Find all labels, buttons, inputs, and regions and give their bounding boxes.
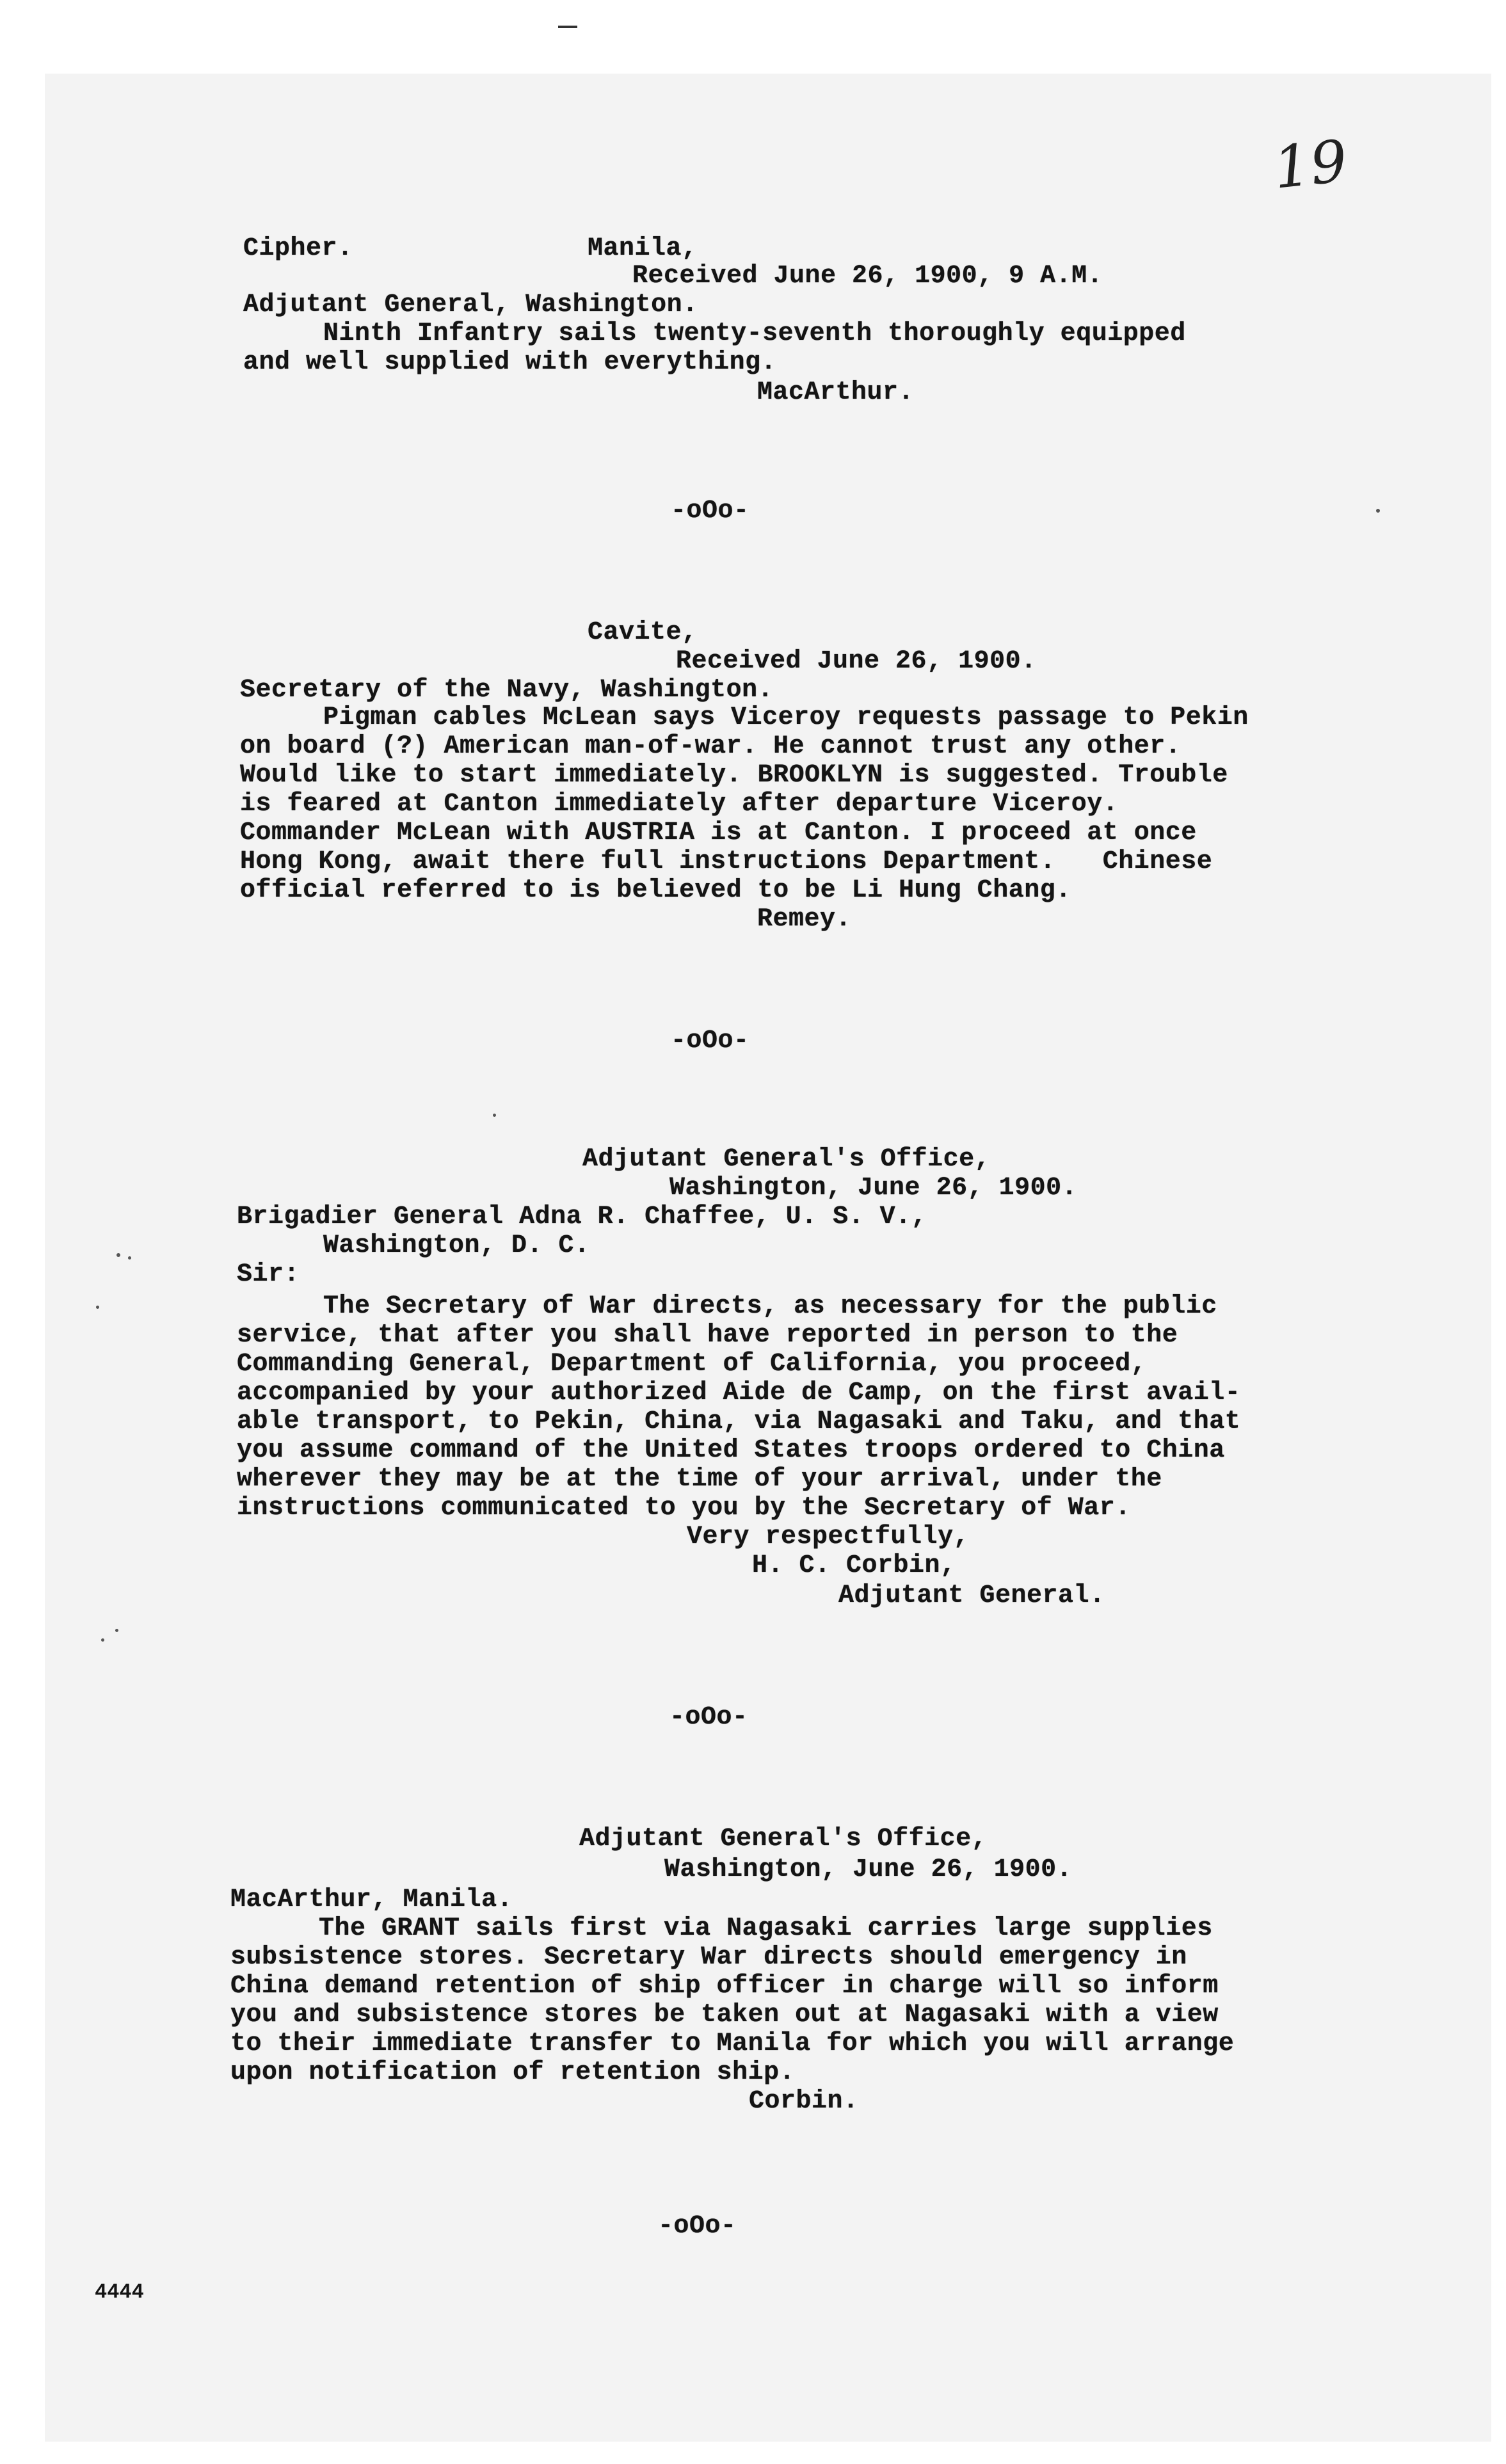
- message-2-body-line: Hong Kong, await there full instructions Department. Chinese: [240, 847, 1213, 876]
- message-2-body-line: Commander McLean with AUSTRIA is at Canton. I proceed at once: [240, 819, 1197, 847]
- message-1-received: Received June 26, 1900, 9 A.M.: [632, 262, 1103, 291]
- message-1-addressee: Adjutant General, Washington.: [243, 291, 698, 319]
- handwritten-page-number: 19: [1270, 127, 1350, 202]
- message-4-body-line: The GRANT sails first via Nagasaki carries large supplies: [319, 1914, 1213, 1943]
- message-3-body-line: Commanding General, Department of California, you proceed,: [237, 1350, 1147, 1379]
- message-2-addressee: Secretary of the Navy, Washington.: [240, 676, 774, 705]
- message-3-signature: H. C. Corbin,: [752, 1551, 956, 1580]
- message-3-body-line: service, that after you shall have reported in person to the: [237, 1321, 1178, 1350]
- message-3-body-line: The Secretary of War directs, as necessary for the public: [323, 1292, 1217, 1321]
- scan-speck: [128, 1256, 131, 1260]
- scan-speck: [493, 1114, 496, 1117]
- message-4-origin: Adjutant General's Office,: [579, 1825, 988, 1853]
- separator: -oOo-: [671, 1027, 749, 1055]
- message-4-body-line: China demand retention of ship officer in charge will so inform: [230, 1972, 1219, 2001]
- scan-speck: [101, 1638, 104, 1642]
- message-3-body-line: able transport, to Pekin, China, via Nagasaki and Taku, and that: [237, 1407, 1241, 1436]
- message-4-body-line: to their immediate transfer to Manila for which you will arrange: [230, 2029, 1235, 2058]
- message-1-body-line: and well supplied with everything.: [243, 348, 777, 377]
- message-2-received: Received June 26, 1900.: [676, 647, 1037, 676]
- top-edge-mark: [558, 20, 577, 28]
- message-3-received: Washington, June 26, 1900.: [669, 1174, 1078, 1203]
- message-2-body-line: is feared at Canton immediately after departure Viceroy.: [240, 790, 1119, 819]
- message-3-salutation: Sir:: [237, 1260, 300, 1289]
- scan-speck: [115, 1629, 118, 1632]
- message-2-body-line: official referred to is believed to be Li Hung Chang.: [240, 876, 1071, 905]
- message-3-addressee-line2: Washington, D. C.: [323, 1231, 590, 1260]
- message-3-addressee: Brigadier General Adna R. Chaffee, U. S. V.,: [237, 1203, 927, 1231]
- message-1-signature: MacArthur.: [757, 378, 915, 407]
- message-2-signature: Remey.: [757, 905, 852, 934]
- footer-code: 4444: [95, 2280, 144, 2304]
- message-2-origin: Cavite,: [588, 618, 698, 647]
- message-4-received: Washington, June 26, 1900.: [664, 1855, 1073, 1884]
- message-1-body-line: Ninth Infantry sails twenty-seventh thoroughly equipped: [323, 319, 1186, 348]
- separator: -oOo-: [671, 497, 749, 525]
- message-1-type: Cipher.: [243, 234, 353, 263]
- message-4-signature: Corbin.: [749, 2087, 859, 2116]
- scan-speck: [1376, 509, 1380, 513]
- message-2-body-line: on board (?) American man-of-war. He cannot trust any other.: [240, 732, 1182, 761]
- scan-speck: [116, 1253, 120, 1257]
- message-3-body-line: accompanied by your authorized Aide de Camp, on the first avail-: [237, 1379, 1241, 1407]
- separator: -oOo-: [658, 2212, 737, 2241]
- message-4-body-line: subsistence stores. Secretary War directs should emergency in: [230, 1943, 1187, 1972]
- message-3-origin: Adjutant General's Office,: [582, 1145, 991, 1174]
- message-3-body-line: you assume command of the United States troops ordered to China: [237, 1436, 1225, 1465]
- message-3-signature-title: Adjutant General.: [838, 1581, 1105, 1610]
- separator: -oOo-: [669, 1703, 748, 1732]
- message-1-origin: Manila,: [588, 234, 698, 263]
- message-4-body-line: you and subsistence stores be taken out at Nagasaki with a view: [230, 2001, 1219, 2029]
- message-4-body-line: upon notification of retention ship.: [230, 2058, 796, 2087]
- message-3-body-line: instructions communicated to you by the Secretary of War.: [237, 1494, 1131, 1523]
- message-2-body-line: Would like to start immediately. BROOKLYN is suggested. Trouble: [240, 761, 1228, 790]
- message-3-body-line: wherever they may be at the time of your arrival, under the: [237, 1465, 1162, 1494]
- message-2-body-line: Pigman cables McLean says Viceroy requests passage to Pekin: [323, 703, 1249, 732]
- message-4-addressee: MacArthur, Manila.: [230, 1885, 513, 1914]
- scan-speck: [96, 1306, 99, 1309]
- message-3-closing: Very respectfully,: [687, 1523, 970, 1551]
